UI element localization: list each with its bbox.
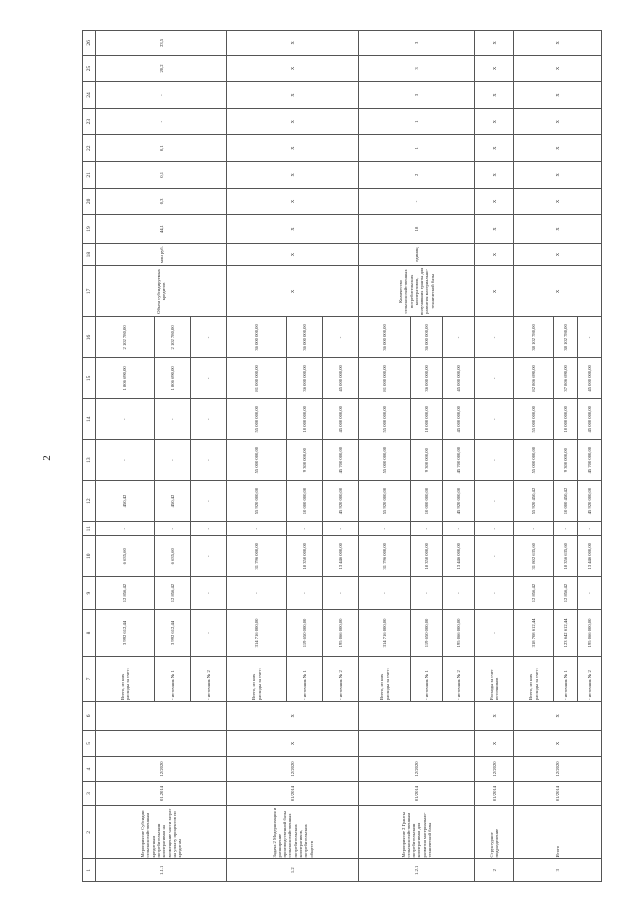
- amount-cell: -: [191, 522, 227, 536]
- amount-cell: 45 700 000,00: [322, 440, 358, 481]
- amount-cell: -: [474, 440, 513, 481]
- amount-cell: 45 000 000,00: [322, 358, 358, 399]
- amount-cell: 12 856,42: [155, 577, 191, 610]
- start-date: 01/2014: [227, 781, 358, 806]
- indicator-name: X: [514, 266, 602, 317]
- indicator-value: 0,1: [96, 162, 227, 189]
- amount-cell: -: [96, 522, 155, 536]
- column-number: 2: [83, 806, 96, 859]
- row-number: 1.2: [227, 859, 358, 882]
- amount-cell: -: [191, 440, 227, 481]
- goal-link: [96, 702, 227, 731]
- indicator-value: 44,1: [96, 215, 227, 244]
- amount-cell: 10 000 000,00: [411, 399, 443, 440]
- column-number: 21: [83, 162, 96, 189]
- amount-cell: -: [553, 522, 577, 536]
- amount-cell: -: [191, 481, 227, 522]
- funding-source-label: - источник № 2: [191, 657, 227, 702]
- row-name: Задача 2 Модернизация и расширение производственной базы сельскохозяйственных потребительских кооперативов, потребительских обществ: [227, 806, 358, 859]
- amount-cell: 55 000 000,00: [358, 399, 410, 440]
- column-number: 13: [83, 440, 96, 481]
- amount-cell: 195 066 000,00: [443, 609, 475, 656]
- amount-cell: 195 066 000,00: [322, 609, 358, 656]
- indicator-value: X: [227, 31, 358, 56]
- amount-cell: -: [322, 317, 358, 358]
- table-body: [96, 31, 602, 882]
- indicator-name: Количество сельскохозяйственных потребительских кооперативов, получивших гранты для развития материально-технической базы: [358, 266, 474, 317]
- column-number: 12: [83, 481, 96, 522]
- amount-cell: 36 000 000,00: [227, 317, 286, 358]
- amount-cell: -: [443, 522, 475, 536]
- funding-source-label: - источник № 1: [155, 657, 191, 702]
- indicator-value: X: [227, 188, 358, 215]
- rotated-table-area: [82, 30, 602, 882]
- indicator-value: X: [227, 108, 358, 135]
- amount-cell: -: [474, 358, 513, 399]
- amount-cell: 314 716 000,00: [227, 609, 286, 656]
- column-number: 11: [83, 522, 96, 536]
- start-date: 01/2014: [514, 781, 602, 806]
- funding-source-label: - источник № 2: [443, 657, 475, 702]
- amount-cell: 36 000 000,00: [411, 317, 443, 358]
- indicator-value: 2: [358, 162, 474, 189]
- amount-cell: 10 000 000,00: [286, 399, 322, 440]
- goal-link: X: [227, 702, 358, 731]
- indicator-value: 20,2: [96, 55, 227, 82]
- amount-cell: 3 992 612,44: [155, 609, 191, 656]
- row-name: Итого: [514, 806, 602, 859]
- indicator-value: -: [358, 188, 474, 215]
- amount-cell: 9 300 000,00: [553, 440, 577, 481]
- amount-cell: 13 446 000,00: [443, 536, 475, 577]
- column-number: 26: [83, 31, 96, 56]
- amount-cell: -: [322, 577, 358, 610]
- funding-source-label: - источник № 1: [411, 657, 443, 702]
- goal-link: X: [474, 702, 513, 731]
- column-number: 17: [83, 266, 96, 317]
- indicator-value: X: [474, 108, 513, 135]
- indicator-value: 0,1: [96, 135, 227, 162]
- end-date: 12/2020: [358, 757, 474, 782]
- end-date: 12/2020: [96, 757, 227, 782]
- table-row: [358, 31, 410, 882]
- amount-cell: 45 920 000,00: [322, 481, 358, 522]
- funding-source-label: - источник № 2: [577, 657, 601, 702]
- amount-cell: -: [358, 522, 410, 536]
- goal-link: X: [514, 702, 602, 731]
- end-date: 12/2020: [514, 757, 602, 782]
- amount-cell: -: [191, 577, 227, 610]
- amount-cell: 31 796 000,00: [358, 536, 410, 577]
- column-number: 1: [83, 859, 96, 882]
- amount-cell: 9 300 000,00: [411, 440, 443, 481]
- amount-cell: 123 642 612,44: [553, 609, 577, 656]
- indicator-name: X: [227, 266, 358, 317]
- executor: X: [474, 730, 513, 757]
- amount-cell: 82 806 690,00: [514, 358, 553, 399]
- indicator-value: 1: [358, 135, 474, 162]
- goal-link: [358, 702, 474, 731]
- indicator-value: 3: [358, 82, 474, 109]
- indicator-value: X: [514, 55, 602, 82]
- amount-cell: -: [474, 317, 513, 358]
- amount-cell: 55 000 000,00: [227, 399, 286, 440]
- column-number: 19: [83, 215, 96, 244]
- amount-cell: -: [577, 317, 601, 358]
- amount-cell: -: [96, 440, 155, 481]
- column-number: 24: [83, 82, 96, 109]
- amount-cell: -: [322, 522, 358, 536]
- indicator-value: X: [514, 82, 602, 109]
- table-wrapper: [82, 30, 602, 882]
- indicator-value: X: [227, 162, 358, 189]
- amount-cell: 45 700 000,00: [577, 440, 601, 481]
- funding-source-label: Всего, из них расходы за счет:: [96, 657, 155, 702]
- column-number: 8: [83, 609, 96, 656]
- indicator-value: -: [96, 82, 227, 109]
- row-number: 1.1.1: [96, 859, 227, 882]
- indicator-value: X: [227, 82, 358, 109]
- amount-cell: 55 000 000,00: [227, 440, 286, 481]
- funding-source-label: - источник № 1: [286, 657, 322, 702]
- indicator-value: 0,3: [96, 188, 227, 215]
- amount-cell: 119 650 000,00: [286, 609, 322, 656]
- amount-cell: 18 350 000,00: [411, 536, 443, 577]
- amount-cell: -: [474, 577, 513, 610]
- column-number: 10: [83, 536, 96, 577]
- amount-cell: -: [191, 536, 227, 577]
- amount-cell: 450,42: [155, 481, 191, 522]
- amount-cell: 195 066 000,00: [577, 609, 601, 656]
- amount-cell: 12 856,42: [553, 577, 577, 610]
- column-number: 22: [83, 135, 96, 162]
- amount-cell: 36 000 000,00: [411, 358, 443, 399]
- indicator-unit: X: [514, 243, 602, 266]
- amount-cell: 31 796 000,00: [227, 536, 286, 577]
- amount-cell: 10 000 450,42: [553, 481, 577, 522]
- indicator-unit: X: [474, 243, 513, 266]
- amount-cell: 2 102 780,00: [96, 317, 155, 358]
- table-row: [227, 31, 286, 882]
- amount-cell: 55 920 450,42: [514, 481, 553, 522]
- indicator-value: -: [96, 108, 227, 135]
- amount-cell: 45 920 000,00: [443, 481, 475, 522]
- indicator-unit: единиц: [358, 243, 474, 266]
- executor: [96, 730, 227, 757]
- amount-cell: 45 000 000,00: [577, 399, 601, 440]
- indicator-value: X: [474, 31, 513, 56]
- table-row: [474, 31, 513, 882]
- amount-cell: 36 000 000,00: [358, 317, 410, 358]
- column-number: 14: [83, 399, 96, 440]
- indicator-name: Объем субсидируемых кредитов: [96, 266, 227, 317]
- row-number: 1.2.1: [358, 859, 474, 882]
- executor: [358, 730, 474, 757]
- amount-cell: 3 992 612,44: [96, 609, 155, 656]
- row-number: 3: [514, 859, 602, 882]
- funding-source-label: Всего, из них расходы за счет:: [358, 657, 410, 702]
- amount-cell: -: [474, 522, 513, 536]
- amount-cell: -: [227, 522, 286, 536]
- amount-cell: 10 000 000,00: [553, 399, 577, 440]
- amount-cell: 2 102 780,00: [155, 317, 191, 358]
- amount-cell: 9 300 000,00: [286, 440, 322, 481]
- amount-cell: 36 000 000,00: [286, 317, 322, 358]
- amount-cell: -: [191, 317, 227, 358]
- column-number: 20: [83, 188, 96, 215]
- indicator-value: X: [514, 162, 602, 189]
- indicator-value: X: [474, 188, 513, 215]
- amount-cell: 55 000 000,00: [514, 440, 553, 481]
- end-date: 12/2020: [227, 757, 358, 782]
- column-number-row: [83, 31, 96, 882]
- amount-cell: 55 920 000,00: [227, 481, 286, 522]
- amount-cell: -: [474, 399, 513, 440]
- amount-cell: -: [411, 577, 443, 610]
- executor: X: [514, 730, 602, 757]
- indicator-unit: X: [227, 243, 358, 266]
- column-number: 4: [83, 757, 96, 782]
- table-row: [514, 31, 553, 882]
- amount-cell: -: [155, 399, 191, 440]
- amount-cell: 10 000 000,00: [411, 481, 443, 522]
- amount-cell: 318 708 612,44: [514, 609, 553, 656]
- amount-cell: 38 102 780,00: [514, 317, 553, 358]
- amount-cell: 55 000 000,00: [358, 440, 410, 481]
- amount-cell: -: [358, 577, 410, 610]
- column-number: 18: [83, 243, 96, 266]
- amount-cell: 18 350 000,00: [286, 536, 322, 577]
- indicator-value: X: [514, 108, 602, 135]
- page-number: 2: [40, 455, 53, 461]
- amount-cell: -: [443, 317, 475, 358]
- indicator-value: X: [474, 162, 513, 189]
- amount-cell: 45 000 000,00: [577, 358, 601, 399]
- table-row: [96, 31, 155, 882]
- amount-cell: 12 856,42: [514, 577, 553, 610]
- row-name: Структурное подразделение: [474, 806, 513, 859]
- row-name: Мероприятие Субсидии сельскохозяйственным кредитным потребительским кооперативам на возмещение части затрат на уплату процентов по кредитам: [96, 806, 227, 859]
- amount-cell: 37 806 690,00: [553, 358, 577, 399]
- amount-cell: 45 700 000,00: [443, 440, 475, 481]
- amount-cell: 119 650 000,00: [411, 609, 443, 656]
- start-date: 01/2014: [474, 781, 513, 806]
- amount-cell: -: [474, 609, 513, 656]
- indicator-value: X: [514, 135, 602, 162]
- amount-cell: 45 920 000,00: [577, 481, 601, 522]
- amount-cell: 1 806 690,00: [155, 358, 191, 399]
- amount-cell: -: [474, 481, 513, 522]
- amount-cell: 81 000 000,00: [358, 358, 410, 399]
- indicator-value: X: [227, 215, 358, 244]
- start-date: 01.2014: [96, 781, 227, 806]
- amount-cell: -: [411, 522, 443, 536]
- amount-cell: 450,42: [96, 481, 155, 522]
- amount-cell: 45 000 000,00: [443, 399, 475, 440]
- funding-source-label: Всего, из них расходы за счет:: [227, 657, 286, 702]
- amount-cell: -: [191, 609, 227, 656]
- indicator-unit: млн руб.: [96, 243, 227, 266]
- amount-cell: 31 802 635,60: [514, 536, 553, 577]
- indicator-value: X: [514, 188, 602, 215]
- executor: X: [227, 730, 358, 757]
- column-number: 5: [83, 730, 96, 757]
- amount-cell: -: [155, 522, 191, 536]
- column-number: 7: [83, 657, 96, 702]
- amount-cell: -: [577, 577, 601, 610]
- indicator-name: X: [474, 266, 513, 317]
- indicator-value: 3: [358, 55, 474, 82]
- amount-cell: 18 356 635,60: [553, 536, 577, 577]
- amount-cell: -: [286, 522, 322, 536]
- indicator-value: X: [514, 215, 602, 244]
- indicator-value: 3: [358, 31, 474, 56]
- column-number: 3: [83, 781, 96, 806]
- amount-cell: -: [96, 399, 155, 440]
- amount-cell: -: [191, 399, 227, 440]
- amount-cell: 10 000 000,00: [286, 481, 322, 522]
- indicator-value: X: [474, 82, 513, 109]
- amount-cell: 45 000 000,00: [322, 399, 358, 440]
- end-date: 12/2020: [474, 757, 513, 782]
- indicator-value: 23,5: [96, 31, 227, 56]
- amount-cell: -: [191, 358, 227, 399]
- amount-cell: 314 716 000,00: [358, 609, 410, 656]
- amount-cell: 6 635,60: [96, 536, 155, 577]
- column-number: 16: [83, 317, 96, 358]
- amount-cell: 6 635,60: [155, 536, 191, 577]
- funding-source-label: - источник № 2: [322, 657, 358, 702]
- start-date: 01/2014: [358, 781, 474, 806]
- amount-cell: 13 446 000,00: [577, 536, 601, 577]
- indicator-value: X: [227, 135, 358, 162]
- indicator-value: 18: [358, 215, 474, 244]
- indicator-value: X: [474, 135, 513, 162]
- amount-cell: 1 806 690,00: [96, 358, 155, 399]
- indicator-value: X: [227, 55, 358, 82]
- indicator-value: X: [474, 55, 513, 82]
- amount-cell: -: [474, 536, 513, 577]
- indicator-value: X: [514, 31, 602, 56]
- column-number: 9: [83, 577, 96, 610]
- amount-cell: 36 000 000,00: [286, 358, 322, 399]
- amount-cell: 13 446 000,00: [322, 536, 358, 577]
- funding-source-label: - источник № 1: [553, 657, 577, 702]
- amount-cell: 45 000 000,00: [443, 358, 475, 399]
- amount-cell: -: [514, 522, 553, 536]
- amount-cell: -: [286, 577, 322, 610]
- indicator-value: 1: [358, 108, 474, 135]
- indicator-value: X: [474, 215, 513, 244]
- column-number: 25: [83, 55, 96, 82]
- column-number: 15: [83, 358, 96, 399]
- funding-source-label: Расходы за счет источников: [474, 657, 513, 702]
- row-number: 2: [474, 859, 513, 882]
- amount-cell: 12 856,42: [96, 577, 155, 610]
- program-table: [82, 30, 602, 882]
- funding-source-label: Всего, из них расходы за счет:: [514, 657, 553, 702]
- amount-cell: -: [443, 577, 475, 610]
- amount-cell: -: [155, 440, 191, 481]
- amount-cell: 55 920 000,00: [358, 481, 410, 522]
- amount-cell: 38 102 780,00: [553, 317, 577, 358]
- amount-cell: 81 000 000,00: [227, 358, 286, 399]
- amount-cell: -: [227, 577, 286, 610]
- amount-cell: 55 000 000,00: [514, 399, 553, 440]
- column-number: 6: [83, 702, 96, 731]
- column-number: 23: [83, 108, 96, 135]
- amount-cell: -: [577, 522, 601, 536]
- row-name: Мероприятие 2 Гранты сельскохозяйственным потребительским кооперативам для развития материально-технической базы: [358, 806, 474, 859]
